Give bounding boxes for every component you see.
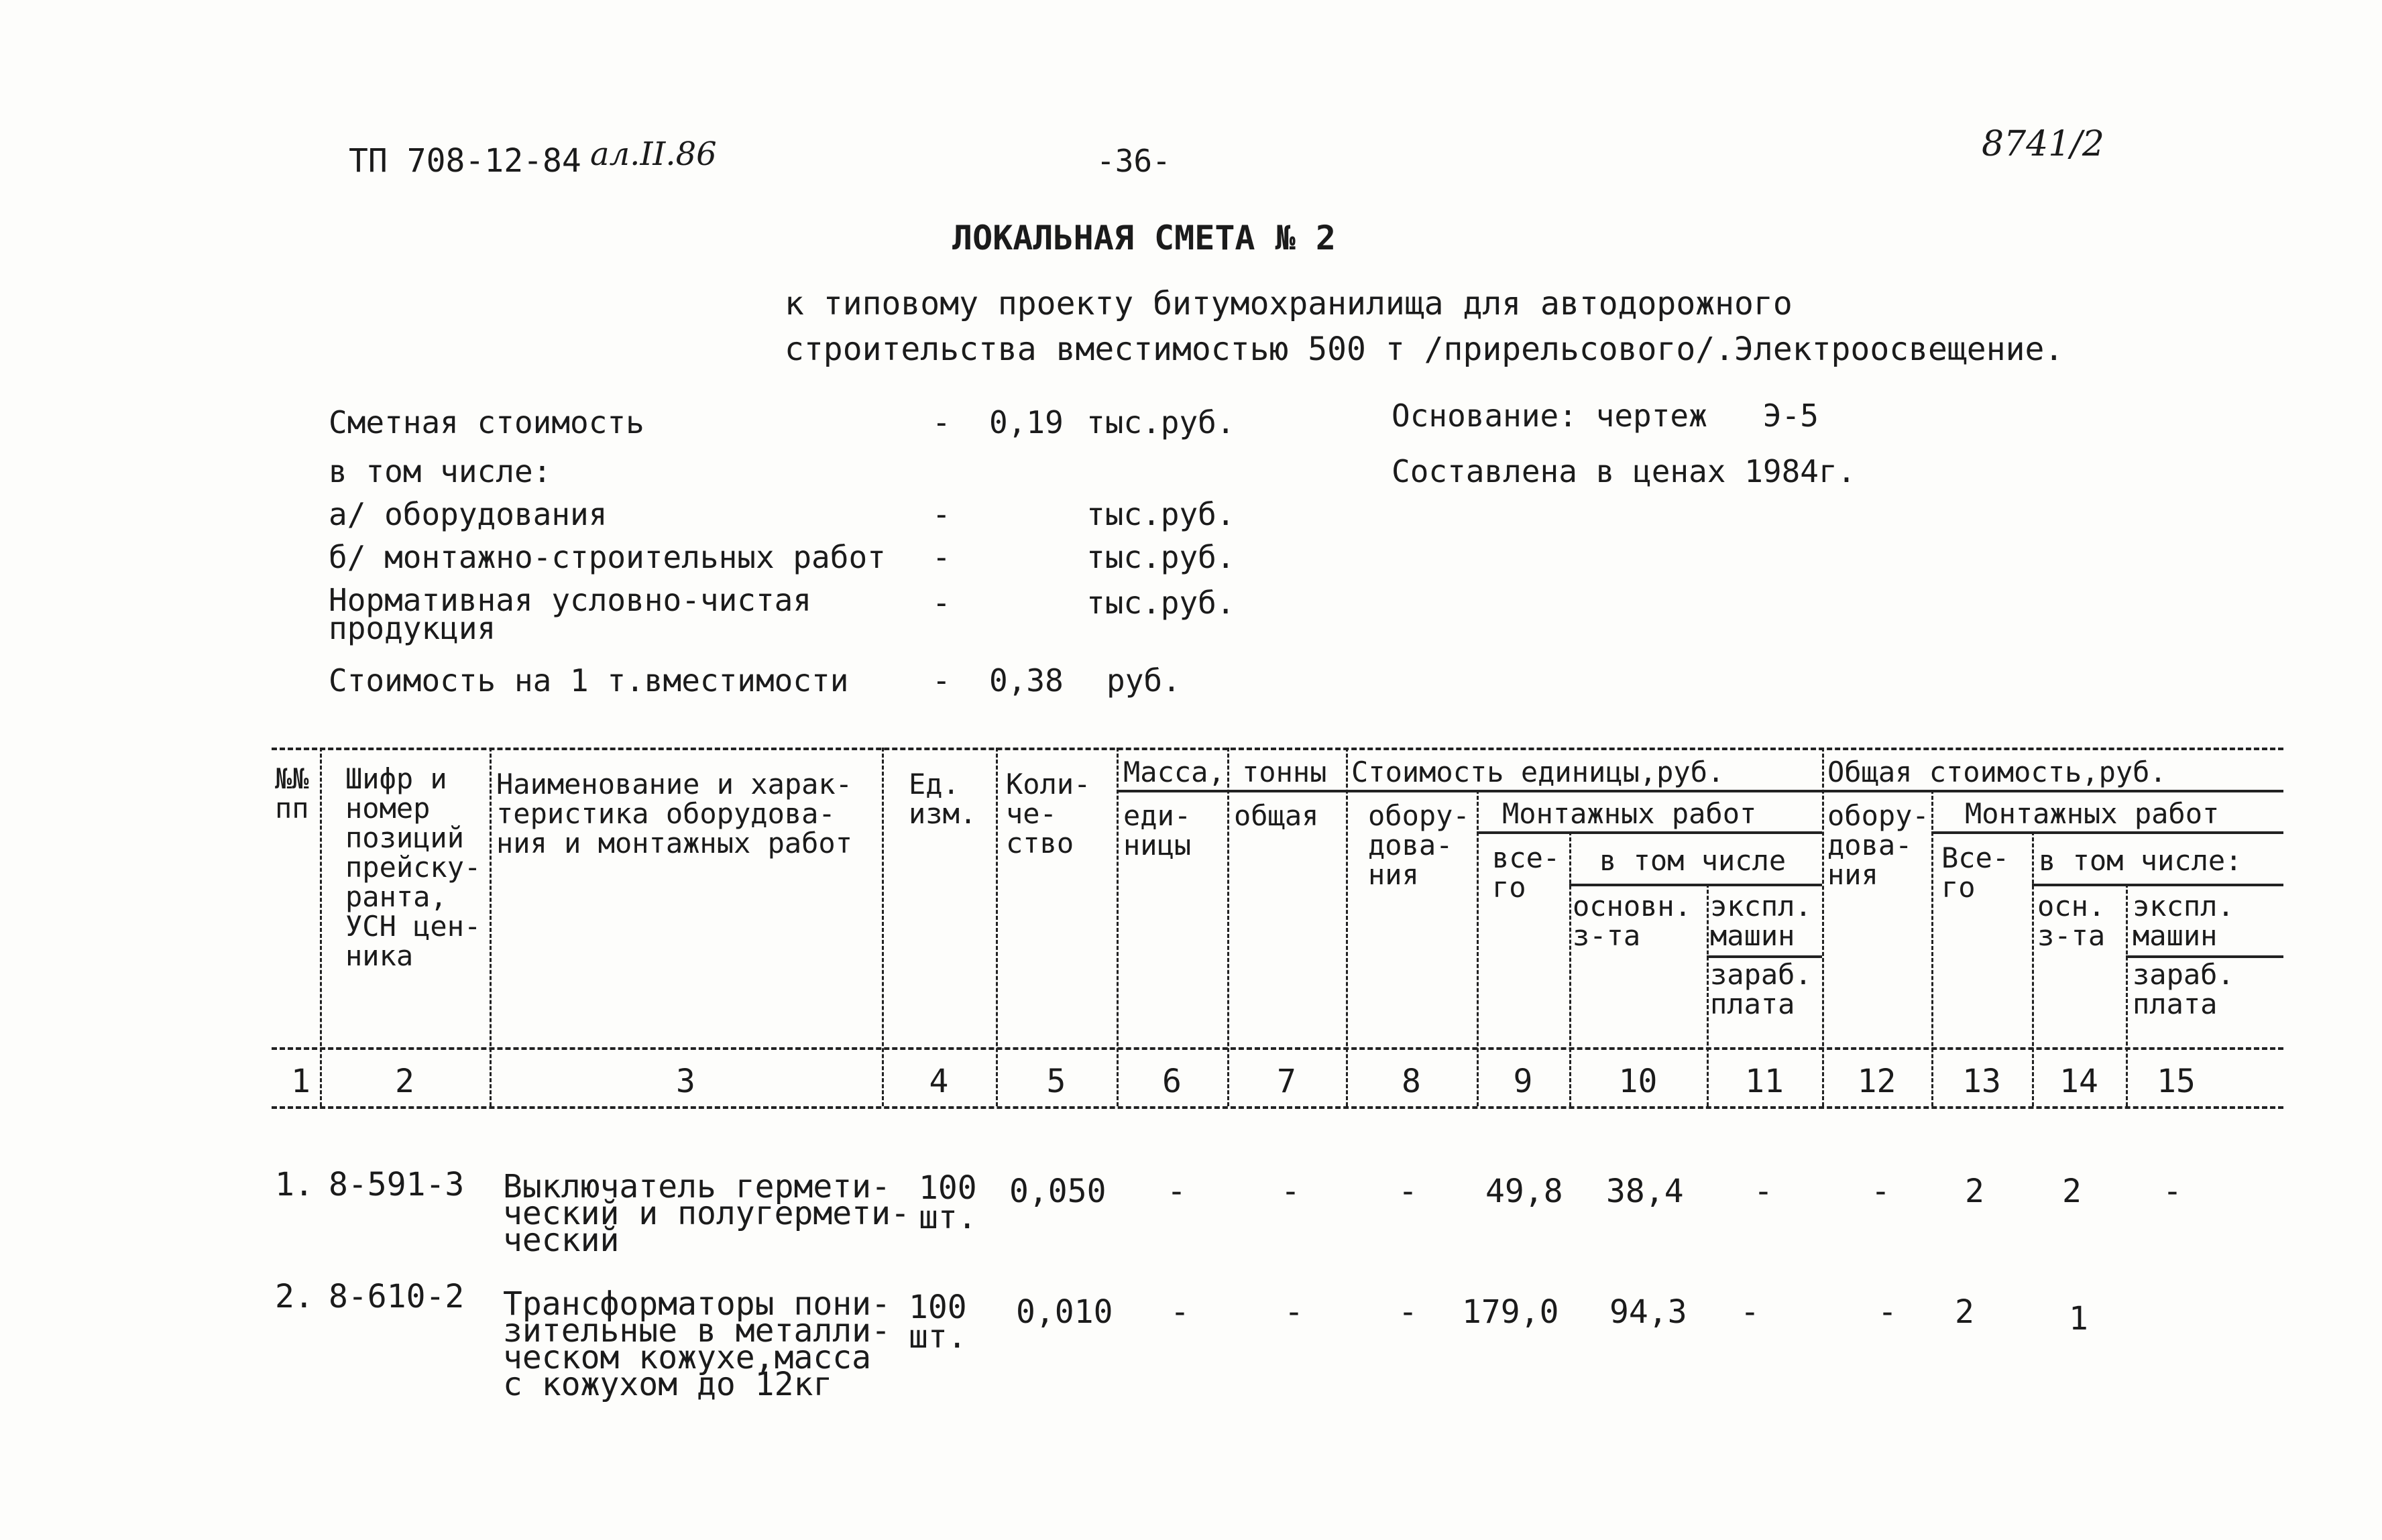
row-unit-mach: - bbox=[1740, 1293, 1760, 1331]
header-unit-equip: обору- дова- ния bbox=[1368, 799, 1470, 891]
col-number: 3 bbox=[676, 1063, 695, 1100]
summary-unit: руб. bbox=[1107, 662, 1181, 699]
title-line-1: к типовому проекту битумохранилища для автодорожного bbox=[785, 285, 1793, 322]
row-unit-all: 179,0 bbox=[1462, 1293, 1559, 1331]
row-unit-mach: - bbox=[1754, 1173, 1773, 1210]
header-mass-total: общая bbox=[1234, 799, 1319, 832]
header-total-wage: зараб. плата bbox=[2133, 958, 2234, 1020]
row-code: 8-591-3 bbox=[329, 1166, 465, 1203]
header-unit: Ед. изм. bbox=[909, 768, 977, 830]
header-qty: Коли- че- ство bbox=[1006, 768, 1091, 860]
col-number: 6 bbox=[1162, 1063, 1182, 1100]
row-total-all: 2 bbox=[1955, 1293, 1974, 1331]
mont-rule bbox=[1477, 831, 1822, 834]
col-divider bbox=[1117, 748, 1119, 1106]
row-index: 1. bbox=[275, 1166, 314, 1203]
basis-note: Основание: чертеж Э-5 bbox=[1392, 398, 1819, 434]
summary-unit: тыс.руб. bbox=[1086, 496, 1235, 532]
header-unit-mach: экспл. машин bbox=[1710, 890, 1812, 952]
col-number: 4 bbox=[929, 1063, 949, 1100]
header-total-all: Все- го bbox=[1941, 841, 2010, 904]
row-qty: 0,010 bbox=[1016, 1293, 1113, 1331]
col-divider bbox=[996, 748, 998, 1106]
col-divider bbox=[1346, 748, 1348, 1106]
col-divider bbox=[1931, 790, 1933, 1106]
summary-label: в том числе: bbox=[329, 453, 552, 489]
col-divider bbox=[1822, 748, 1824, 1106]
summary-dash: - bbox=[932, 662, 951, 699]
header-unit-incl: в том числе bbox=[1599, 844, 1786, 877]
col-divider bbox=[1227, 748, 1229, 1106]
row-mass-unit: - bbox=[1167, 1173, 1186, 1210]
header-bottom-rule bbox=[272, 1047, 2283, 1050]
unit-cost-rule bbox=[1346, 790, 1822, 792]
col-divider bbox=[1477, 790, 1479, 1106]
summary-unit: тыс.руб. bbox=[1086, 539, 1235, 575]
header-total-incl: в том числе: bbox=[2039, 844, 2243, 877]
header-unit-all: все- го bbox=[1492, 841, 1561, 904]
header-npp: №№ пп bbox=[275, 762, 309, 825]
row-unit-equip: - bbox=[1398, 1173, 1418, 1210]
header-mass: Масса, тонны bbox=[1123, 756, 1327, 788]
header-unit-base: основн. з-та bbox=[1573, 890, 1692, 952]
col-number: 12 bbox=[1857, 1063, 1896, 1100]
row-unit-equip: - bbox=[1398, 1293, 1418, 1331]
row-mass-total: - bbox=[1281, 1173, 1300, 1210]
col-number: 7 bbox=[1277, 1063, 1296, 1100]
row-total-equip: - bbox=[1871, 1173, 1890, 1210]
header-unit-wage: зараб. плата bbox=[1710, 958, 1812, 1020]
col-divider bbox=[320, 748, 322, 1106]
summary-dash: - bbox=[932, 496, 951, 532]
row-mass-unit: - bbox=[1170, 1293, 1190, 1331]
mont2-rule bbox=[1931, 831, 2283, 834]
col-number: 14 bbox=[2059, 1063, 2098, 1100]
row-qty: 0,050 bbox=[1009, 1173, 1107, 1210]
col-number: 2 bbox=[395, 1063, 414, 1100]
row-index: 2. bbox=[275, 1278, 314, 1315]
page-number: -36- bbox=[1096, 143, 1171, 179]
prices-note: Составлена в ценах 1984г. bbox=[1392, 453, 1856, 489]
summary-label: Сметная стоимость bbox=[329, 404, 644, 440]
col-divider bbox=[490, 748, 492, 1106]
row-unit-base: 94,3 bbox=[1609, 1293, 1687, 1331]
col-number: 11 bbox=[1745, 1063, 1784, 1100]
header-total-mont: Монтажных работ bbox=[1965, 797, 2220, 830]
header-total-cost: Общая стоимость,руб. bbox=[1827, 756, 2167, 788]
header-mass-unit: еди- ницы bbox=[1123, 799, 1192, 862]
total-cost-rule bbox=[1822, 790, 2283, 792]
numbers-bottom-rule bbox=[272, 1106, 2283, 1109]
row-total-base: 1 bbox=[2069, 1300, 2088, 1338]
table-top-rule bbox=[272, 748, 2283, 750]
summary-dash: - bbox=[932, 404, 951, 440]
row-unit: 100 шт. bbox=[919, 1169, 977, 1236]
header-unit-mont: Монтажных работ bbox=[1502, 797, 1757, 830]
incl-rule bbox=[1569, 884, 1822, 886]
col-number: 5 bbox=[1046, 1063, 1066, 1100]
summary-value: 0,38 bbox=[989, 662, 1064, 699]
row-name: Выключатель гермети- ческий и полугермети- ческий bbox=[503, 1168, 910, 1259]
row-unit: 100 шт. bbox=[909, 1289, 967, 1356]
summary-label: б/ монтажно-строительных работ bbox=[329, 539, 886, 575]
sheet-code: 8741/2 bbox=[1982, 124, 2104, 164]
col-number: 15 bbox=[2157, 1063, 2196, 1100]
title-line-2: строительства вместимостью 500 т /прирельсового/.Электроосвещение. bbox=[785, 331, 2064, 368]
col-number: 1 bbox=[291, 1063, 310, 1100]
summary-label: Нормативная условно-чистая продукция bbox=[329, 582, 812, 646]
row-mass-total: - bbox=[1284, 1293, 1304, 1331]
incl2-rule bbox=[2032, 884, 2283, 886]
col-number: 13 bbox=[1962, 1063, 2001, 1100]
row-unit-base: 38,4 bbox=[1606, 1173, 1684, 1210]
row-total-base: 2 bbox=[2062, 1173, 2082, 1210]
header-total-base: осн. з-та bbox=[2037, 890, 2106, 952]
col-number: 9 bbox=[1513, 1063, 1533, 1100]
summary-dash: - bbox=[932, 585, 951, 621]
header-name: Наименование и харак- теристика оборудова- ния и монтажных работ bbox=[496, 768, 853, 860]
col-number: 8 bbox=[1402, 1063, 1421, 1100]
document-title: ЛОКАЛЬНАЯ СМЕТА № 2 bbox=[952, 219, 1336, 257]
row-name: Трансформаторы пони- зительные в металли- ческом кожухе,масса с кожухом до 12кг bbox=[503, 1285, 891, 1403]
doc-code: ТП 708-12-84 bbox=[349, 142, 581, 180]
header-unit-cost: Стоимость единицы,руб. bbox=[1351, 756, 1725, 788]
header-total-equip: обору- дова- ния bbox=[1827, 799, 1929, 891]
doc-code-handwritten: ал.II.86 bbox=[590, 135, 717, 173]
row-unit-all: 49,8 bbox=[1485, 1173, 1563, 1210]
row-code: 8-610-2 bbox=[329, 1278, 465, 1315]
row-total-mach: - bbox=[2163, 1173, 2182, 1210]
col-number: 10 bbox=[1618, 1063, 1658, 1100]
summary-value: 0,19 bbox=[989, 404, 1064, 440]
header-code: Шифр и номер позиций прейску- ранта, УСН цен- ника bbox=[345, 762, 481, 972]
row-total-all: 2 bbox=[1965, 1173, 1984, 1210]
summary-unit: тыс.руб. bbox=[1086, 585, 1235, 621]
mass-rule bbox=[1117, 790, 1346, 792]
col-divider bbox=[882, 748, 884, 1106]
row-total-equip: - bbox=[1878, 1293, 1897, 1331]
summary-label: Стоимость на 1 т.вместимости bbox=[329, 662, 849, 699]
summary-label: а/ оборудования bbox=[329, 496, 608, 532]
summary-dash: - bbox=[932, 539, 951, 575]
header-total-mach: экспл. машин bbox=[2133, 890, 2234, 952]
summary-unit: тыс.руб. bbox=[1086, 404, 1235, 440]
